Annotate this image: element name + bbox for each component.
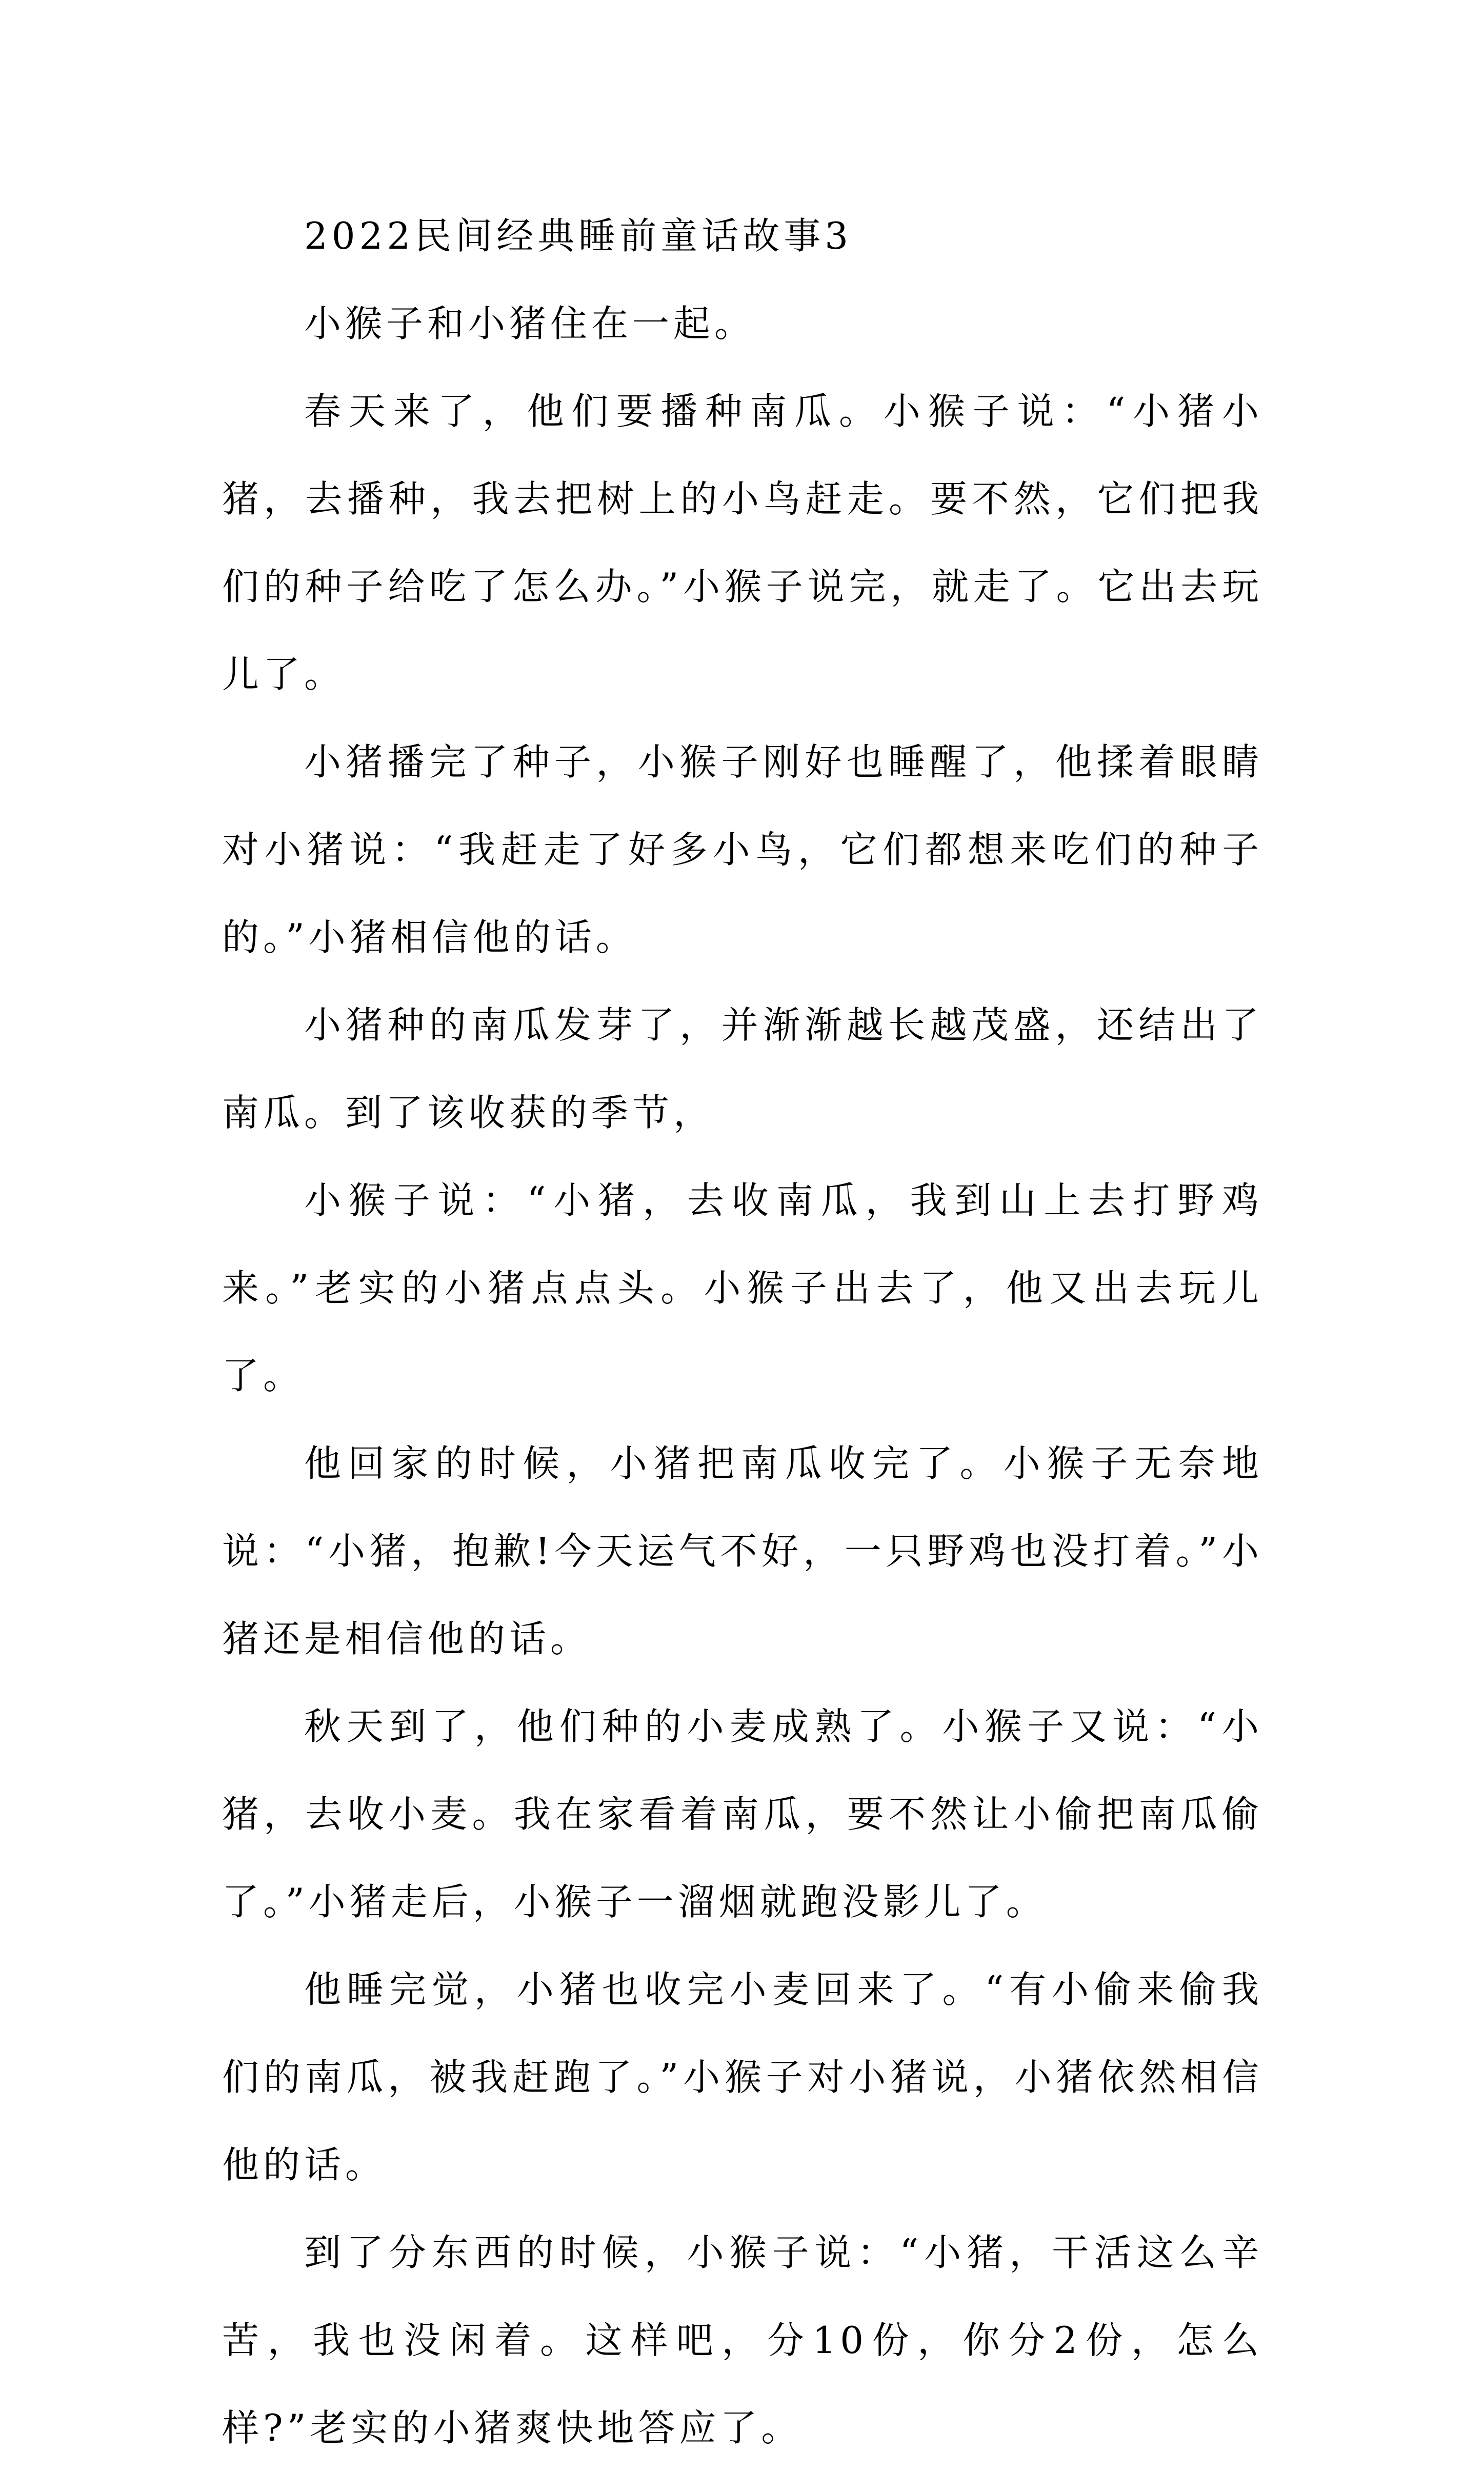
- paragraph-8: 他睡完觉，小猪也收完小麦回来了。“有小偷来偷我们的南瓜，被我赶跑了。”小猴子对小猪说，小猪依然相信他的话。: [222, 1968, 1263, 2186]
- paragraph-3: 小猪播完了种子，小猴子刚好也睡醒了，他揉着眼睛对小猪说：“我赶走了好多小鸟，它们都想来吃们的种子的。”小猪相信他的话。: [222, 740, 1263, 959]
- paragraph-2: 春天来了，他们要播种南瓜。小猴子说：“小猪小猪，去播种，我去把树上的小鸟赶走。要不然，它们把我们的种子给吃了怎么办。”小猴子说完，就走了。它出去玩儿了。: [222, 390, 1263, 696]
- document-title: 2022民间经典睡前童话故事3: [304, 214, 853, 257]
- paragraph-9: 到了分东西的时候，小猴子说：“小猪，干活这么辛苦，我也没闲着。这样吧，分10份，你分2份，怎么样?”老实的小猪爽快地答应了。: [222, 2231, 1263, 2449]
- paragraph-4: 小猪种的南瓜发芽了，并渐渐越长越茂盛，还结出了南瓜。到了该收获的季节，: [222, 1003, 1263, 1134]
- document-body: [222, 192, 1263, 2472]
- paragraph-5: 小猴子说：“小猪，去收南瓜，我到山上去打野鸡来。”老实的小猪点点头。小猴子出去了，他又出去玩儿了。: [222, 1179, 1263, 1397]
- paragraph-7: 秋天到了，他们种的小麦成熟了。小猴子又说：“小猪，去收小麦。我在家看着南瓜，要不然让小偷把南瓜偷了。”小猪走后，小猴子一溜烟就跑没影儿了。: [222, 1705, 1263, 1923]
- paragraph-6: 他回家的时候，小猪把南瓜收完了。小猴子无奈地说：“小猪，抱歉!今天运气不好，一只野鸡也没打着。”小猪还是相信他的话。: [222, 1442, 1263, 1660]
- paragraph-1: 小猴子和小猪住在一起。: [304, 302, 756, 345]
